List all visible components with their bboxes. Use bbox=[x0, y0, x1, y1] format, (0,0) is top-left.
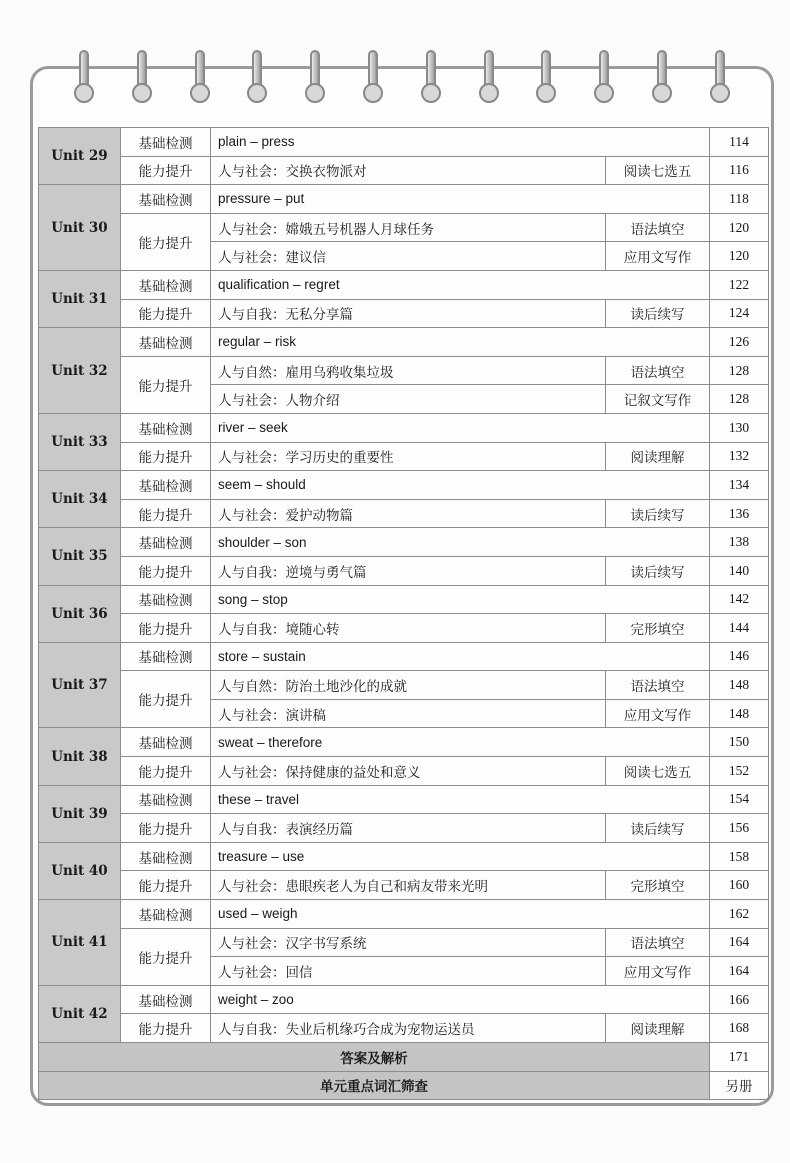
footer-title: 答案及解析 bbox=[39, 1043, 710, 1072]
page-number: 142 bbox=[710, 585, 769, 614]
table-row[interactable] bbox=[39, 156, 769, 185]
category-label: 基础检测 bbox=[121, 528, 211, 557]
unit-label: Unit 36 bbox=[39, 585, 121, 642]
page-number: 152 bbox=[710, 757, 769, 786]
unit-label: Unit 42 bbox=[39, 985, 121, 1042]
category-label: 能力提升 bbox=[121, 871, 211, 900]
section-title: treasure – use bbox=[211, 842, 710, 871]
table-row[interactable] bbox=[39, 1014, 769, 1043]
section-title: 人与社会：人物介绍 bbox=[211, 385, 606, 414]
section-title: 人与社会：建议信 bbox=[211, 242, 606, 271]
category-label: 能力提升 bbox=[121, 499, 211, 528]
table-row[interactable] bbox=[39, 128, 769, 157]
category-label: 基础检测 bbox=[121, 185, 211, 214]
page-number: 116 bbox=[710, 156, 769, 185]
table-of-contents bbox=[38, 127, 769, 1100]
section-title: 人与自然：雇用乌鸦收集垃圾 bbox=[211, 356, 606, 385]
table-row[interactable] bbox=[39, 556, 769, 585]
section-title: river – seek bbox=[211, 413, 710, 442]
page-number: 148 bbox=[710, 699, 769, 728]
table-row[interactable] bbox=[39, 842, 769, 871]
category-label: 基础检测 bbox=[121, 471, 211, 500]
page-number: 148 bbox=[710, 671, 769, 700]
page-number: 146 bbox=[710, 642, 769, 671]
table-row[interactable] bbox=[39, 928, 769, 957]
page-number: 166 bbox=[710, 985, 769, 1014]
table-row[interactable] bbox=[39, 985, 769, 1014]
question-type: 阅读理解 bbox=[606, 1014, 710, 1043]
section-title: sweat – therefore bbox=[211, 728, 710, 757]
table-row[interactable] bbox=[39, 728, 769, 757]
table-row[interactable] bbox=[39, 413, 769, 442]
table-row[interactable] bbox=[39, 356, 769, 385]
table-row[interactable] bbox=[39, 185, 769, 214]
category-label: 能力提升 bbox=[121, 156, 211, 185]
page-number: 124 bbox=[710, 299, 769, 328]
table-row[interactable] bbox=[39, 471, 769, 500]
page-number: 122 bbox=[710, 270, 769, 299]
unit-label: Unit 33 bbox=[39, 413, 121, 470]
page-number: 另册 bbox=[710, 1071, 769, 1100]
table-row[interactable] bbox=[39, 499, 769, 528]
table-row[interactable] bbox=[39, 900, 769, 929]
question-type: 应用文写作 bbox=[606, 242, 710, 271]
category-label: 基础检测 bbox=[121, 785, 211, 814]
category-label: 能力提升 bbox=[121, 671, 211, 728]
page-number: 126 bbox=[710, 328, 769, 357]
table-row[interactable] bbox=[39, 528, 769, 557]
page-number: 150 bbox=[710, 728, 769, 757]
unit-label: Unit 29 bbox=[39, 128, 121, 185]
page-number: 118 bbox=[710, 185, 769, 214]
table-row[interactable] bbox=[39, 814, 769, 843]
section-title: song – stop bbox=[211, 585, 710, 614]
question-type: 语法填空 bbox=[606, 671, 710, 700]
section-title: 人与社会：回信 bbox=[211, 957, 606, 986]
section-title: weight – zoo bbox=[211, 985, 710, 1014]
unit-label: Unit 38 bbox=[39, 728, 121, 785]
category-label: 能力提升 bbox=[121, 442, 211, 471]
page-number: 164 bbox=[710, 928, 769, 957]
table-row[interactable] bbox=[39, 213, 769, 242]
page-number: 171 bbox=[710, 1043, 769, 1072]
unit-label: Unit 31 bbox=[39, 270, 121, 327]
page-number: 162 bbox=[710, 900, 769, 929]
table-row[interactable] bbox=[39, 270, 769, 299]
category-label: 基础检测 bbox=[121, 328, 211, 357]
section-title: 人与自然：防治土地沙化的成就 bbox=[211, 671, 606, 700]
section-title: store – sustain bbox=[211, 642, 710, 671]
footer-title: 单元重点词汇筛查 bbox=[39, 1071, 710, 1100]
section-title: 人与社会：保持健康的益处和意义 bbox=[211, 757, 606, 786]
table-row[interactable] bbox=[39, 671, 769, 700]
unit-label: Unit 41 bbox=[39, 900, 121, 986]
page-number: 156 bbox=[710, 814, 769, 843]
category-label: 基础检测 bbox=[121, 900, 211, 929]
unit-label: Unit 37 bbox=[39, 642, 121, 728]
section-title: regular – risk bbox=[211, 328, 710, 357]
footer-row[interactable] bbox=[39, 1071, 769, 1100]
page-number: 120 bbox=[710, 213, 769, 242]
section-title: seem – should bbox=[211, 471, 710, 500]
page-number: 132 bbox=[710, 442, 769, 471]
category-label: 基础检测 bbox=[121, 270, 211, 299]
unit-label: Unit 30 bbox=[39, 185, 121, 271]
category-label: 能力提升 bbox=[121, 299, 211, 328]
category-label: 基础检测 bbox=[121, 585, 211, 614]
unit-label: Unit 32 bbox=[39, 328, 121, 414]
unit-label: Unit 35 bbox=[39, 528, 121, 585]
category-label: 基础检测 bbox=[121, 413, 211, 442]
table-row[interactable] bbox=[39, 328, 769, 357]
table-row[interactable] bbox=[39, 585, 769, 614]
section-title: 人与社会：汉字书写系统 bbox=[211, 928, 606, 957]
category-label: 能力提升 bbox=[121, 556, 211, 585]
section-title: used – weigh bbox=[211, 900, 710, 929]
category-label: 能力提升 bbox=[121, 814, 211, 843]
page-number: 130 bbox=[710, 413, 769, 442]
category-label: 能力提升 bbox=[121, 1014, 211, 1043]
question-type: 读后续写 bbox=[606, 299, 710, 328]
table-row[interactable] bbox=[39, 871, 769, 900]
category-label: 能力提升 bbox=[121, 757, 211, 786]
section-title: 人与自我：无私分享篇 bbox=[211, 299, 606, 328]
category-label: 基础检测 bbox=[121, 642, 211, 671]
page-number: 120 bbox=[710, 242, 769, 271]
section-title: 人与社会：学习历史的重要性 bbox=[211, 442, 606, 471]
section-title: shoulder – son bbox=[211, 528, 710, 557]
question-type: 读后续写 bbox=[606, 499, 710, 528]
table-row[interactable] bbox=[39, 642, 769, 671]
category-label: 基础检测 bbox=[121, 985, 211, 1014]
question-type: 阅读七选五 bbox=[606, 156, 710, 185]
section-title: pressure – put bbox=[211, 185, 710, 214]
category-label: 能力提升 bbox=[121, 614, 211, 643]
unit-label: Unit 39 bbox=[39, 785, 121, 842]
question-type: 阅读七选五 bbox=[606, 757, 710, 786]
category-label: 基础检测 bbox=[121, 128, 211, 157]
section-title: 人与自我：失业后机缘巧合成为宠物运送员 bbox=[211, 1014, 606, 1043]
table-row[interactable] bbox=[39, 614, 769, 643]
table-row[interactable] bbox=[39, 442, 769, 471]
question-type: 语法填空 bbox=[606, 213, 710, 242]
footer-row[interactable] bbox=[39, 1043, 769, 1072]
section-title: 人与社会：患眼疾老人为自己和病友带来光明 bbox=[211, 871, 606, 900]
category-label: 能力提升 bbox=[121, 213, 211, 270]
table-row[interactable] bbox=[39, 299, 769, 328]
page-number: 168 bbox=[710, 1014, 769, 1043]
question-type: 阅读理解 bbox=[606, 442, 710, 471]
section-title: these – travel bbox=[211, 785, 710, 814]
page-number: 114 bbox=[710, 128, 769, 157]
section-title: 人与社会：嫦娥五号机器人月球任务 bbox=[211, 213, 606, 242]
question-type: 记叙文写作 bbox=[606, 385, 710, 414]
unit-label: Unit 40 bbox=[39, 842, 121, 899]
page-number: 128 bbox=[710, 356, 769, 385]
page-number: 158 bbox=[710, 842, 769, 871]
section-title: 人与社会：演讲稿 bbox=[211, 699, 606, 728]
category-label: 能力提升 bbox=[121, 928, 211, 985]
page-number: 136 bbox=[710, 499, 769, 528]
page-number: 154 bbox=[710, 785, 769, 814]
section-title: 人与自我：表演经历篇 bbox=[211, 814, 606, 843]
question-type: 语法填空 bbox=[606, 928, 710, 957]
section-title: 人与社会：交换衣物派对 bbox=[211, 156, 606, 185]
question-type: 语法填空 bbox=[606, 356, 710, 385]
question-type: 应用文写作 bbox=[606, 699, 710, 728]
page-number: 164 bbox=[710, 957, 769, 986]
question-type: 应用文写作 bbox=[606, 957, 710, 986]
page-number: 144 bbox=[710, 614, 769, 643]
page-number: 140 bbox=[710, 556, 769, 585]
question-type: 完形填空 bbox=[606, 871, 710, 900]
section-title: plain – press bbox=[211, 128, 710, 157]
category-label: 基础检测 bbox=[121, 842, 211, 871]
question-type: 读后续写 bbox=[606, 814, 710, 843]
question-type: 读后续写 bbox=[606, 556, 710, 585]
section-title: 人与社会：爱护动物篇 bbox=[211, 499, 606, 528]
page-number: 128 bbox=[710, 385, 769, 414]
section-title: qualification – regret bbox=[211, 270, 710, 299]
category-label: 基础检测 bbox=[121, 728, 211, 757]
section-title: 人与自我：境随心转 bbox=[211, 614, 606, 643]
page-number: 138 bbox=[710, 528, 769, 557]
category-label: 能力提升 bbox=[121, 356, 211, 413]
table-row[interactable] bbox=[39, 757, 769, 786]
section-title: 人与自我：逆境与勇气篇 bbox=[211, 556, 606, 585]
page-number: 160 bbox=[710, 871, 769, 900]
table-row[interactable] bbox=[39, 785, 769, 814]
question-type: 完形填空 bbox=[606, 614, 710, 643]
unit-label: Unit 34 bbox=[39, 471, 121, 528]
page-number: 134 bbox=[710, 471, 769, 500]
